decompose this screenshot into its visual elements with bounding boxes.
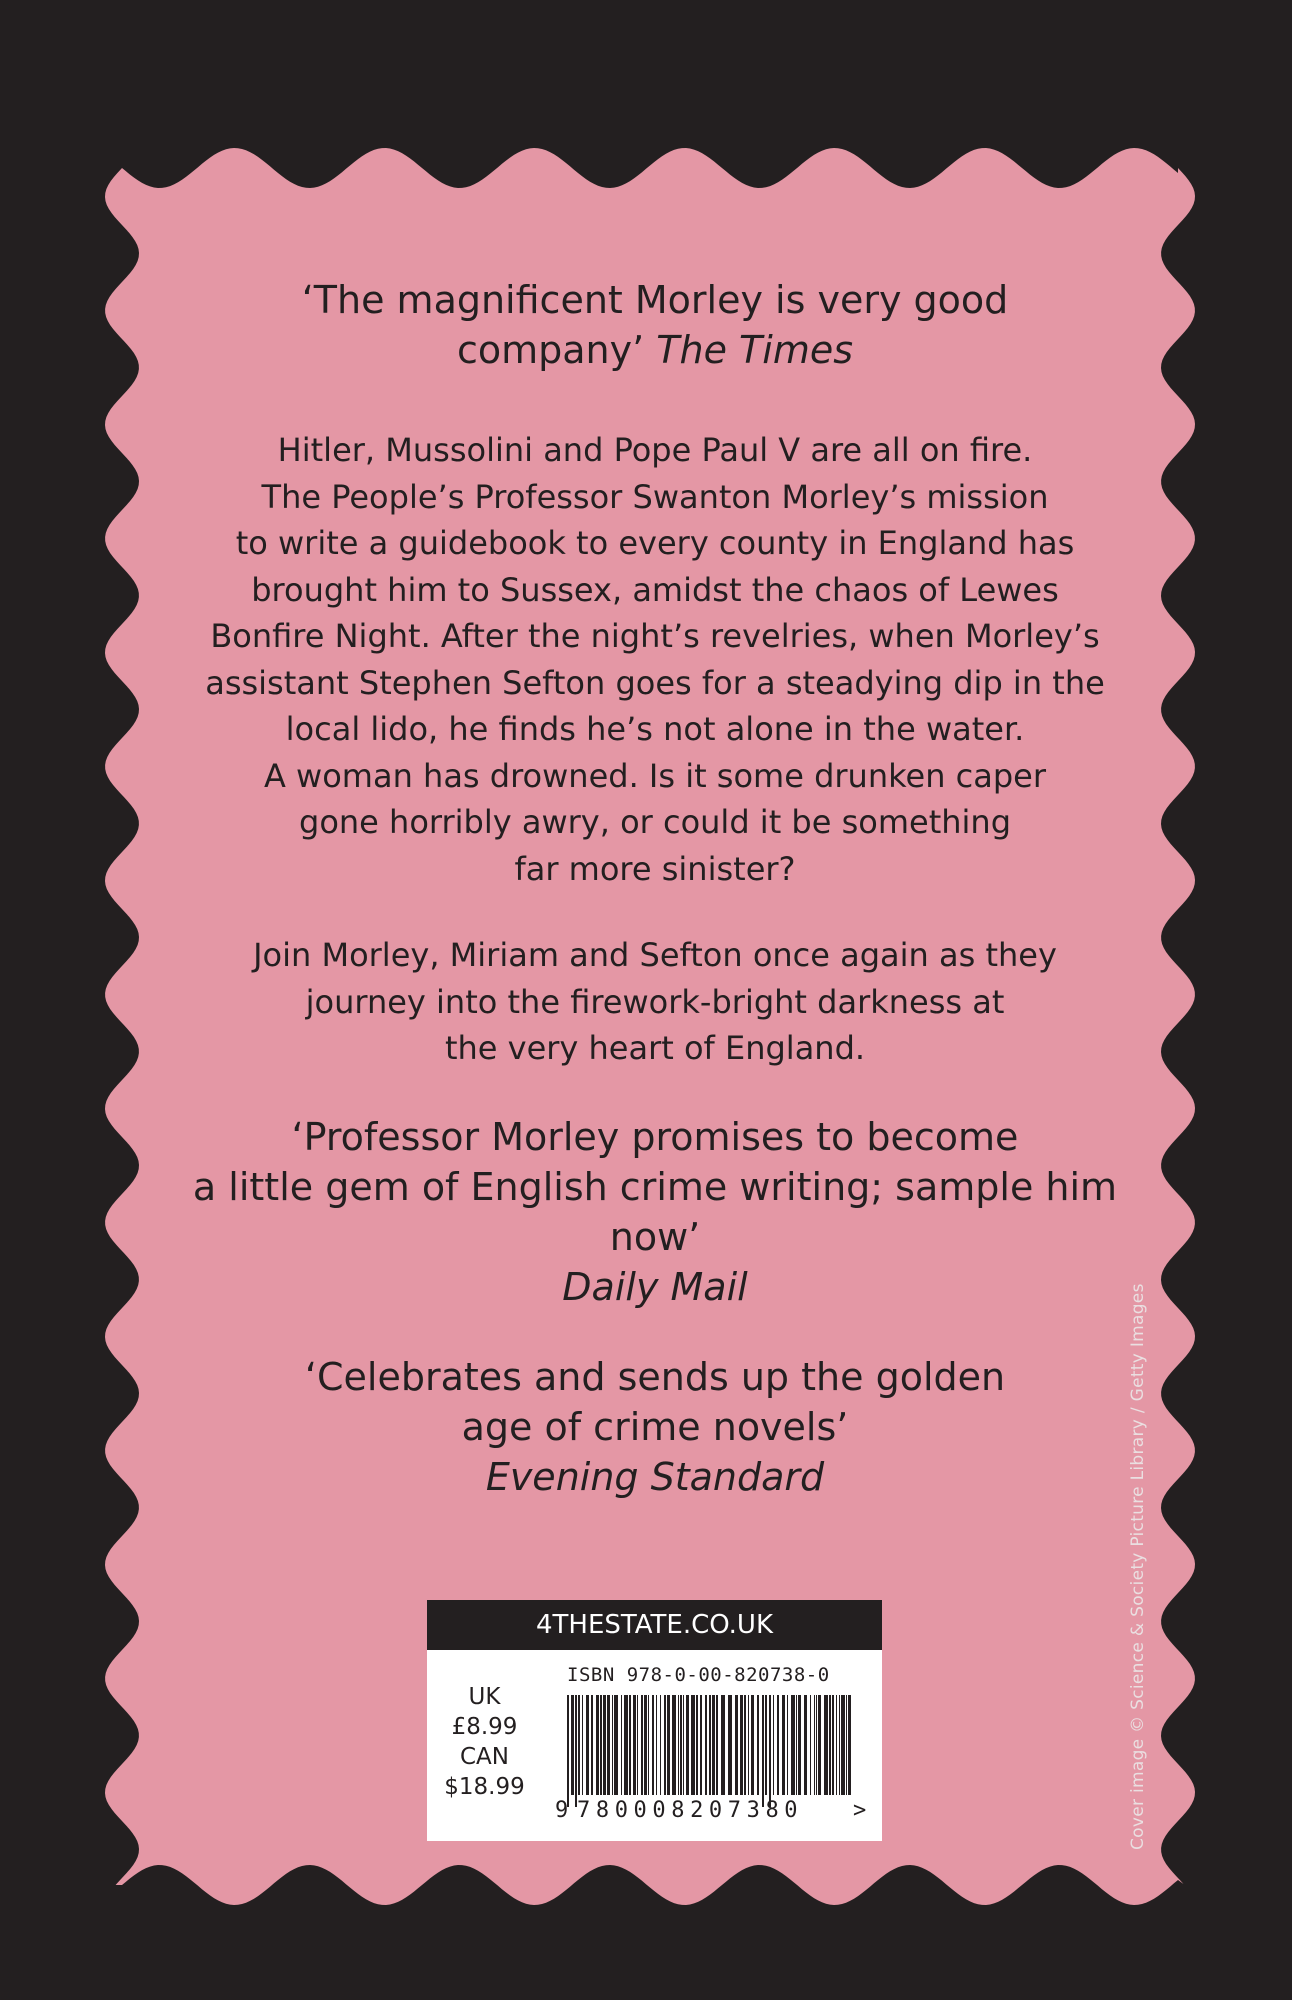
barcode-icon <box>557 1695 857 1807</box>
barcode-bar <box>791 1695 795 1795</box>
barcode-bar <box>816 1695 817 1795</box>
barcode-bar <box>582 1695 583 1795</box>
barcode-bar <box>841 1695 845 1795</box>
barcode-bar <box>839 1695 840 1795</box>
barcode-bar <box>696 1695 698 1795</box>
quote-daily-mail: ‘Professor Morley promises to become a little gem of English crime writing; sample him now’ Daily Mail <box>192 1114 1118 1309</box>
barcode-bar <box>641 1695 643 1795</box>
barcode-bar <box>612 1695 613 1795</box>
price-list: UK £8.99 CAN $18.99 <box>444 1684 525 1800</box>
blurb-paragraph-1: Hitler, Mussolini and Pope Paul V are all on fire. The People’s Professor Swanton Morley’s mission to write a guidebook to every county in England has brought him to Sussex, amidst the chaos of Lewes Bonfire Night. After the night’s revelries, when Morley’s assistant Stephen Sefton goes for a steadying dip in the local lido, he finds he’s not alone in the water. A woman has drowned. Is it some drunken caper gone horribly awry, or could it be something far more sinister? <box>205 431 1105 888</box>
barcode-bar <box>686 1695 689 1795</box>
barcode-bar <box>798 1695 801 1795</box>
isbn-label: ISBN 978-0-00-820738-0 <box>567 1664 830 1686</box>
barcode-bar <box>777 1695 779 1795</box>
barcode-bar <box>848 1695 851 1795</box>
quote-source: The Times <box>656 328 854 372</box>
barcode-bar <box>652 1695 654 1795</box>
barcode-bar <box>607 1695 610 1795</box>
barcode-bar <box>762 1695 764 1807</box>
barcode-bar <box>596 1695 599 1795</box>
quote-source: Evening Standard <box>485 1454 825 1499</box>
barcode-bar <box>804 1695 807 1795</box>
barcode-bar <box>575 1695 577 1807</box>
barcode-bar <box>600 1695 602 1795</box>
barcode-bar <box>782 1695 785 1795</box>
barcode-bar <box>591 1695 593 1795</box>
barcode-bar <box>735 1695 738 1795</box>
barcode-bar <box>712 1695 715 1795</box>
barcode-bar <box>744 1695 746 1795</box>
barcode-bar <box>751 1695 754 1795</box>
barcode-bar <box>705 1695 707 1795</box>
barcode-bar <box>624 1695 628 1795</box>
barcode-bar <box>691 1695 695 1795</box>
barcode-bar <box>700 1695 702 1795</box>
barcode-bar <box>672 1695 676 1795</box>
barcode-bar <box>818 1695 821 1795</box>
quote-times: ‘The magnificent Morley is very good company’ The Times <box>301 278 1009 372</box>
barcode-bar <box>633 1695 636 1795</box>
barcode-bar <box>824 1695 828 1795</box>
barcode-bar <box>678 1695 679 1795</box>
barcode-bar <box>709 1695 711 1795</box>
barcode-bar <box>716 1695 718 1795</box>
back-cover-text <box>170 275 1140 1502</box>
barcode-bar <box>748 1695 749 1795</box>
image-credit: Cover image © Science & Society Picture Library / Getty Images <box>1128 1283 1148 1850</box>
barcode-bar <box>603 1695 606 1795</box>
barcode-bar <box>721 1695 725 1795</box>
barcode-bar <box>773 1695 774 1795</box>
barcode-bar <box>571 1695 574 1795</box>
barcode-bar <box>667 1695 670 1795</box>
barcode-bar <box>832 1695 834 1795</box>
barcode-bar <box>629 1695 631 1795</box>
quote-source: Daily Mail <box>562 1264 748 1309</box>
barcode-bar <box>567 1695 569 1807</box>
barcode-bar <box>586 1695 589 1795</box>
barcode-bar <box>740 1695 743 1795</box>
barcode-bar <box>683 1695 684 1795</box>
barcode-bar <box>810 1695 811 1795</box>
barcode-bar <box>644 1695 647 1795</box>
barcode-block: 4THESTATE.CO.UK UK £8.99 CAN $18.99 ISBN 978-0-00-820738-0 9 780008207380 > <box>427 1600 882 1841</box>
barcode-bar <box>680 1695 682 1795</box>
barcode-bar <box>796 1695 797 1795</box>
barcode-bar <box>648 1695 649 1795</box>
barcode-bar <box>769 1695 771 1807</box>
barcode-bar <box>836 1695 837 1795</box>
barcode-bar <box>637 1695 638 1795</box>
barcode-bar <box>664 1695 666 1795</box>
barcode-bar <box>660 1695 661 1795</box>
publisher-website: 4THESTATE.CO.UK <box>427 1600 882 1650</box>
barcode-bar <box>621 1695 622 1795</box>
barcode-bar <box>846 1695 847 1795</box>
quote-evening-standard: ‘Celebrates and sends up the golden age of crime novels’ Evening Standard <box>304 1354 1006 1499</box>
barcode-bar <box>656 1695 657 1795</box>
barcode-bar <box>757 1695 759 1795</box>
barcode-bar <box>787 1695 788 1795</box>
barcode-bar <box>614 1695 618 1795</box>
barcode-bar <box>765 1695 767 1795</box>
blurb-paragraph-2: Join Morley, Miriam and Sefton once again as they journey into the firework-bright darkness at the very heart of England. <box>253 936 1057 1067</box>
barcode-bar <box>728 1695 732 1795</box>
barcode-bar <box>578 1695 580 1795</box>
barcode-bar <box>829 1695 831 1795</box>
barcode-bar <box>814 1695 815 1795</box>
